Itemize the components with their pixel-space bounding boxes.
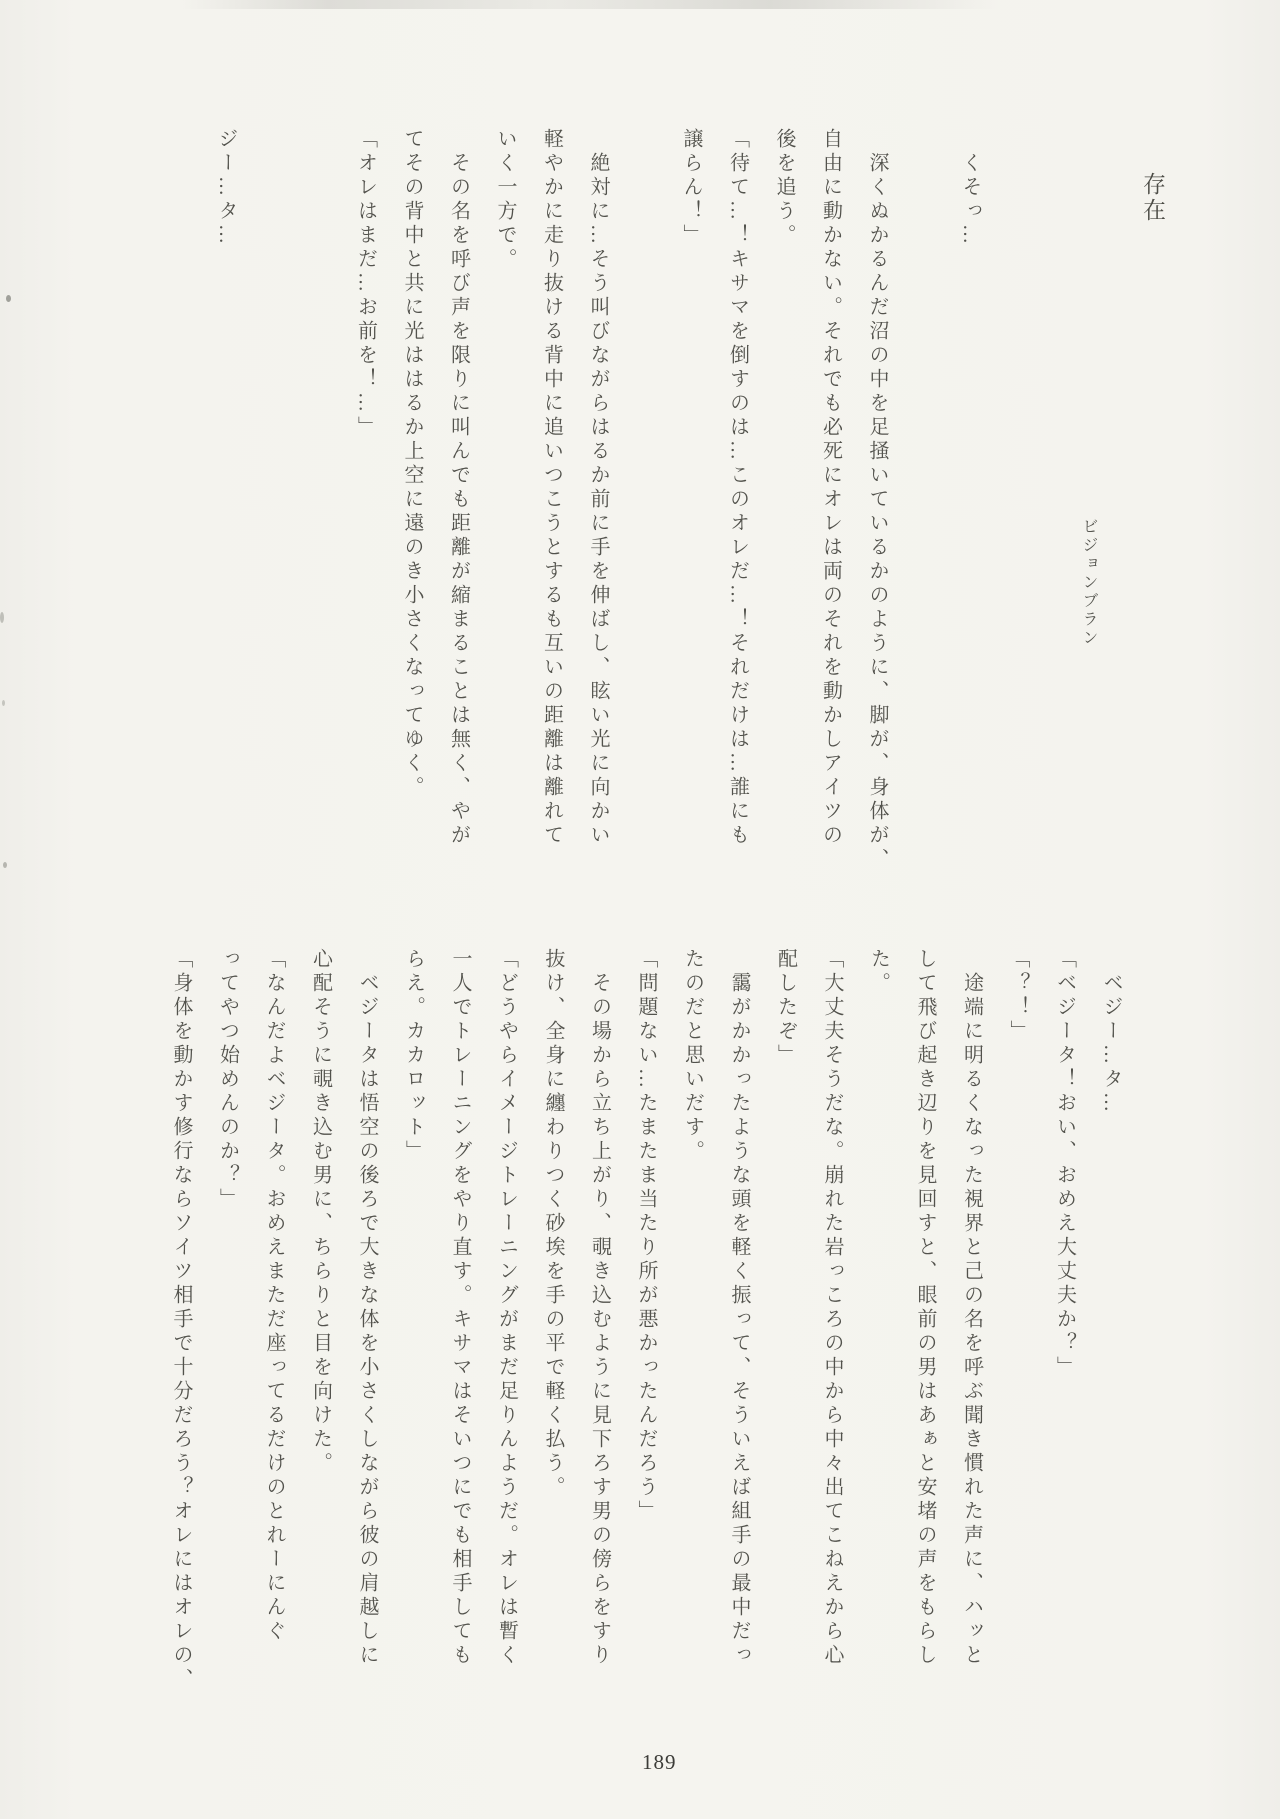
text-column: 「なんだよベジータ。おめえまただ座ってるだけのとれーにんぐ <box>263 948 285 1644</box>
text-column: 「？！」 <box>1007 948 1029 1044</box>
text-column <box>900 128 947 933</box>
scan-artifact-haze <box>180 0 1000 9</box>
text-column: 「ベジータ！おい、おめえ大丈夫か？」 <box>1053 948 1076 1380</box>
text-column: その場から立ち上がり、覗き込むように見下ろす男の傍らをすり <box>588 948 611 1668</box>
text-column: 心配そうに覗き込む男に、ちらりと目を向けた。 <box>309 948 332 1476</box>
text-column: らえ。カカロット」 <box>402 948 425 1164</box>
page-title: 存在 <box>1140 172 1165 224</box>
text-column <box>249 128 296 933</box>
author-name: ビジョンブラン <box>1080 518 1097 648</box>
text-column: 「どうやらイメージトレーニングがまだ足りんようだ。オレは暫く <box>495 948 518 1668</box>
text-column: 後を追う。 <box>773 128 795 248</box>
text-column: ってやつ始めんのか？」 <box>216 948 239 1212</box>
text-column: た。 <box>867 948 890 996</box>
text-column: いく一方で。 <box>494 128 516 272</box>
text-column: たのだと思いだす。 <box>681 948 704 1164</box>
page-number: 189 <box>642 1750 677 1774</box>
text-column: ジー…タ… <box>215 128 237 248</box>
text-column <box>296 128 343 933</box>
text-column: 「大丈夫そうだな。崩れた岩っころの中から中々出てこねえから心 <box>821 948 843 1668</box>
text-column: てその背中と共に光ははるか上空に遠のき小さくなってゆく。 <box>401 128 423 800</box>
text-column: ベジー…タ… <box>1100 948 1122 1116</box>
scan-speck <box>6 295 11 302</box>
text-column: その名を呼び声を限りに叫んでも距離が縮まることは無く、やが <box>447 128 470 848</box>
upper-text-block <box>203 128 994 933</box>
text-column: 「待て…！キサマを倒すのは…このオレだ…！それだけは…誰にも <box>726 128 749 848</box>
text-column: 「身体を動かす修行ならソイツ相手で十分だろう？オレにはオレの、 <box>170 948 192 1692</box>
text-column: 譲らん！」 <box>680 128 702 248</box>
text-column: 靄がかかったような頭を軽く振って、そういえば組手の最中だっ <box>728 948 750 1668</box>
text-column: 抜け、全身に纏わりつく砂埃を手の平で軽く払う。 <box>542 948 564 1500</box>
text-column: 自由に動かない。それでも必死にオレは両のそれを動かしアイツの <box>819 128 842 848</box>
text-column: 絶対に…そう叫びながらはるか前に手を伸ばし、眩い光に向かい <box>587 128 609 848</box>
text-column: 配したぞ」 <box>774 948 797 1068</box>
text-column: 「オレはまだ…お前を！…」 <box>354 128 377 440</box>
text-column: 深くぬかるんだ沼の中を足掻いているかのように、脚が、身体が、 <box>866 128 888 872</box>
text-column: して飛び起き辺りを見回すと、眼前の男はあぁと安堵の声をもらし <box>914 948 936 1668</box>
lower-text-block <box>158 948 1135 1763</box>
text-column: 一人でトレーニングをやり直す。キサマはそいつにでも相手しても <box>449 948 471 1668</box>
text-column: 軽やかに走り抜ける背中に追いつこうとするも互いの距離は離れて <box>540 128 563 848</box>
text-column <box>621 128 668 933</box>
scan-speck <box>0 612 4 623</box>
text-column: ベジータは悟空の後ろで大きな体を小さくしながら彼の肩越しに <box>356 948 378 1668</box>
text-column: 「問題ない…たまたま当たり所が悪かったんだろう」 <box>635 948 657 1524</box>
scan-speck <box>2 700 5 706</box>
text-column: くそっ… <box>959 128 981 248</box>
text-column: 途端に明るくなった視界と己の名を呼ぶ聞き慣れた声に、ハッと <box>960 948 983 1668</box>
scan-speck <box>3 862 7 868</box>
